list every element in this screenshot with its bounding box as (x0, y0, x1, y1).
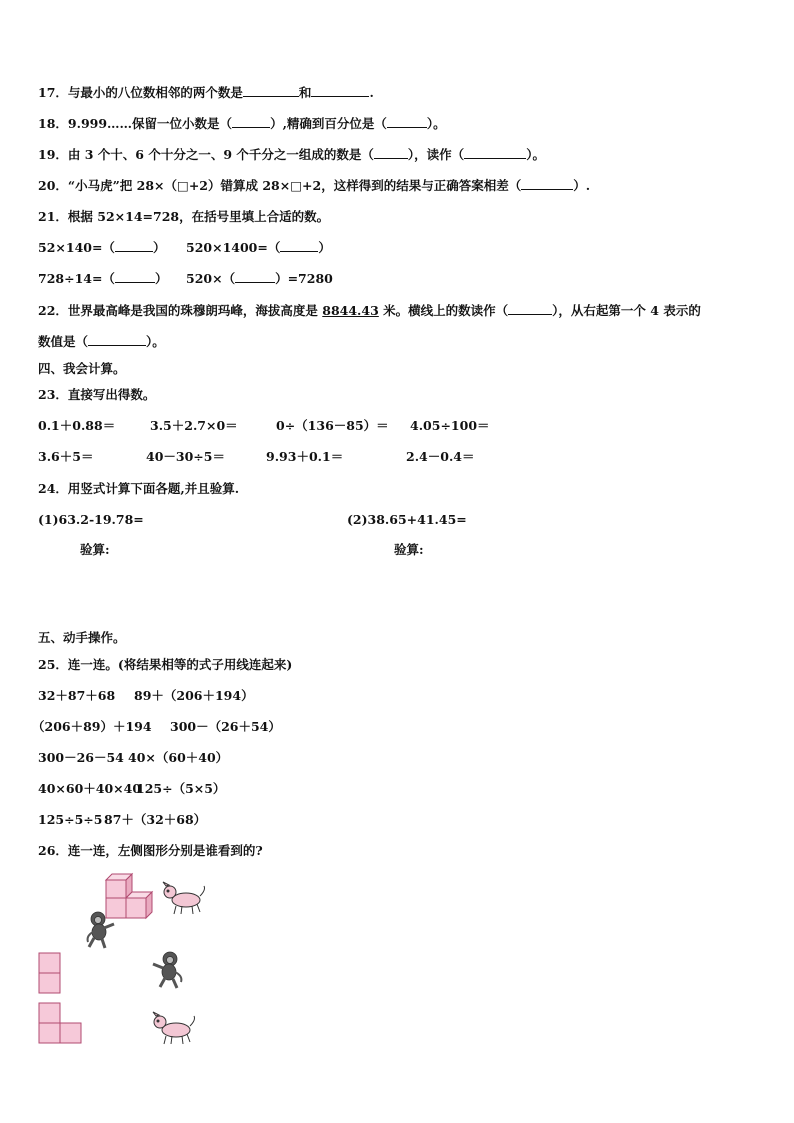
q24-problem-2: (2)38.65+41.45= (347, 512, 467, 527)
answer-blank[interactable] (280, 239, 318, 252)
front-view-shape-1[interactable] (38, 952, 62, 996)
expression: ） (318, 240, 331, 255)
question-26 (38, 842, 263, 860)
section-heading-5: 五、动手操作。 (38, 630, 126, 645)
answer-blank[interactable] (374, 146, 408, 159)
match-right-item[interactable]: 89＋（206＋194） (134, 688, 254, 703)
question-21 (38, 208, 329, 226)
question-text: 连一连，左侧图形分别是谁看到的? (67, 843, 263, 858)
question-number: 18． (38, 116, 68, 131)
match-left-item[interactable]: 125÷5÷5 (38, 812, 103, 827)
expression: 728÷14=（ (38, 271, 115, 286)
question-text: 直接写出得数。 (67, 387, 156, 402)
question-text: 用竖式计算下面各题,并且验算. (67, 481, 240, 496)
answer-blank[interactable] (115, 270, 155, 283)
question-text: ），从右起第一个 4 表示的 (552, 303, 701, 318)
monkey-icon (84, 910, 118, 950)
q24-check-1: 验算: (80, 542, 110, 557)
dog-icon[interactable] (150, 1010, 200, 1046)
answer-blank[interactable] (115, 239, 153, 252)
question-22 (38, 302, 701, 320)
question-text: ）。 (146, 334, 165, 349)
match-right-item[interactable]: 87＋（32＋68） (104, 812, 207, 827)
match-left-item[interactable]: 32＋87＋68 (38, 688, 116, 703)
question-number: 21． (38, 209, 68, 224)
answer-blank[interactable] (88, 333, 146, 346)
question-text: 连一连。(将结果相等的式子用线连起来) (67, 657, 293, 672)
question-text: 数值是（ (38, 334, 89, 349)
question-number: 17． (38, 85, 68, 100)
question-text: . (369, 85, 374, 100)
expression: ）=7280 (275, 271, 333, 286)
answer-blank[interactable] (387, 115, 427, 128)
calc-item: 0.1＋0.88＝ (38, 418, 116, 433)
question-text: 和 (298, 85, 312, 100)
question-20 (38, 177, 590, 195)
front-view-shape-2[interactable] (38, 1002, 84, 1046)
question-text: 根据 52×14=728，在括号里填上合适的数。 (67, 209, 330, 224)
expression: 520×1400=（ (186, 240, 281, 255)
question-text: ）。 (426, 116, 446, 131)
question-25 (38, 656, 292, 674)
question-17 (38, 84, 374, 102)
question-number: 26． (38, 843, 68, 858)
section-heading-4: 四、我会计算。 (38, 361, 126, 376)
match-right-item[interactable]: 300－（26＋54） (170, 719, 281, 734)
question-text: “小马虎”把 28×（□+2）错算成 28×□+2，这样得到的结果与正确答案相差（ (67, 178, 522, 193)
question-text: ）。 (526, 147, 545, 162)
match-right-item[interactable]: 125÷（5×5） (136, 781, 226, 796)
question-number: 20． (38, 178, 68, 193)
expression: ） (154, 271, 168, 286)
answer-blank[interactable] (243, 84, 299, 97)
question-22-line-2 (38, 333, 165, 351)
calc-item: 2.4－0.4＝ (406, 449, 475, 464)
q21-item-4 (186, 270, 333, 288)
question-text: ）. (573, 178, 591, 193)
expression: ） (152, 240, 166, 255)
question-number: 19． (38, 147, 68, 162)
question-23 (38, 386, 155, 404)
question-19 (38, 146, 545, 164)
match-right-item[interactable]: 40×（60＋40） (128, 750, 229, 765)
dog-icon (160, 880, 208, 916)
answer-blank[interactable] (508, 302, 552, 315)
match-left-item[interactable]: 300－26－54 (38, 750, 124, 765)
calc-item: 0÷（136－85）＝ (276, 418, 389, 433)
question-text: 9.999……保留一位小数是（ (67, 116, 233, 131)
question-number: 25． (38, 657, 68, 672)
question-text: ），读作（ (407, 147, 465, 162)
question-number: 23． (38, 387, 68, 402)
q24-problem-1: (1)63.2-19.78= (38, 512, 144, 527)
calc-item: 4.05÷100＝ (410, 418, 490, 433)
answer-blank[interactable] (464, 146, 526, 159)
question-text: 世界最高峰是我国的珠穆朗玛峰，海拔高度是 (67, 303, 323, 318)
calc-item: 9.93＋0.1＝ (266, 449, 344, 464)
answer-blank[interactable] (521, 177, 573, 190)
expression: 52×140=（ (38, 240, 115, 255)
calc-item: 3.5＋2.7×0＝ (150, 418, 238, 433)
q24-check-2: 验算: (394, 542, 424, 557)
answer-blank[interactable] (311, 84, 369, 97)
q21-item-3 (38, 270, 167, 288)
expression: 520×（ (186, 271, 236, 286)
question-24 (38, 480, 239, 498)
question-18 (38, 115, 446, 133)
question-number: 24． (38, 481, 68, 496)
calc-item: 40－30÷5＝ (146, 449, 225, 464)
match-left-item[interactable]: 40×60＋40×40 (38, 781, 142, 796)
q21-item-2 (186, 239, 331, 257)
monkey-icon[interactable] (150, 950, 186, 990)
question-text: 由 3 个十、6 个十分之一、9 个千分之一组成的数是（ (67, 147, 374, 162)
answer-blank[interactable] (235, 270, 275, 283)
question-text: ）,精确到百分位是（ (270, 116, 387, 131)
answer-blank[interactable] (232, 115, 270, 128)
underlined-number: 8844.43 (322, 303, 379, 318)
question-number: 22． (38, 303, 68, 318)
question-text: 与最小的八位数相邻的两个数是 (67, 85, 243, 100)
match-left-item[interactable]: （206＋89）＋194 (32, 719, 152, 734)
q21-item-1 (38, 239, 165, 257)
question-text: 米。横线上的数读作（ (378, 303, 509, 318)
calc-item: 3.6＋5＝ (38, 449, 94, 464)
